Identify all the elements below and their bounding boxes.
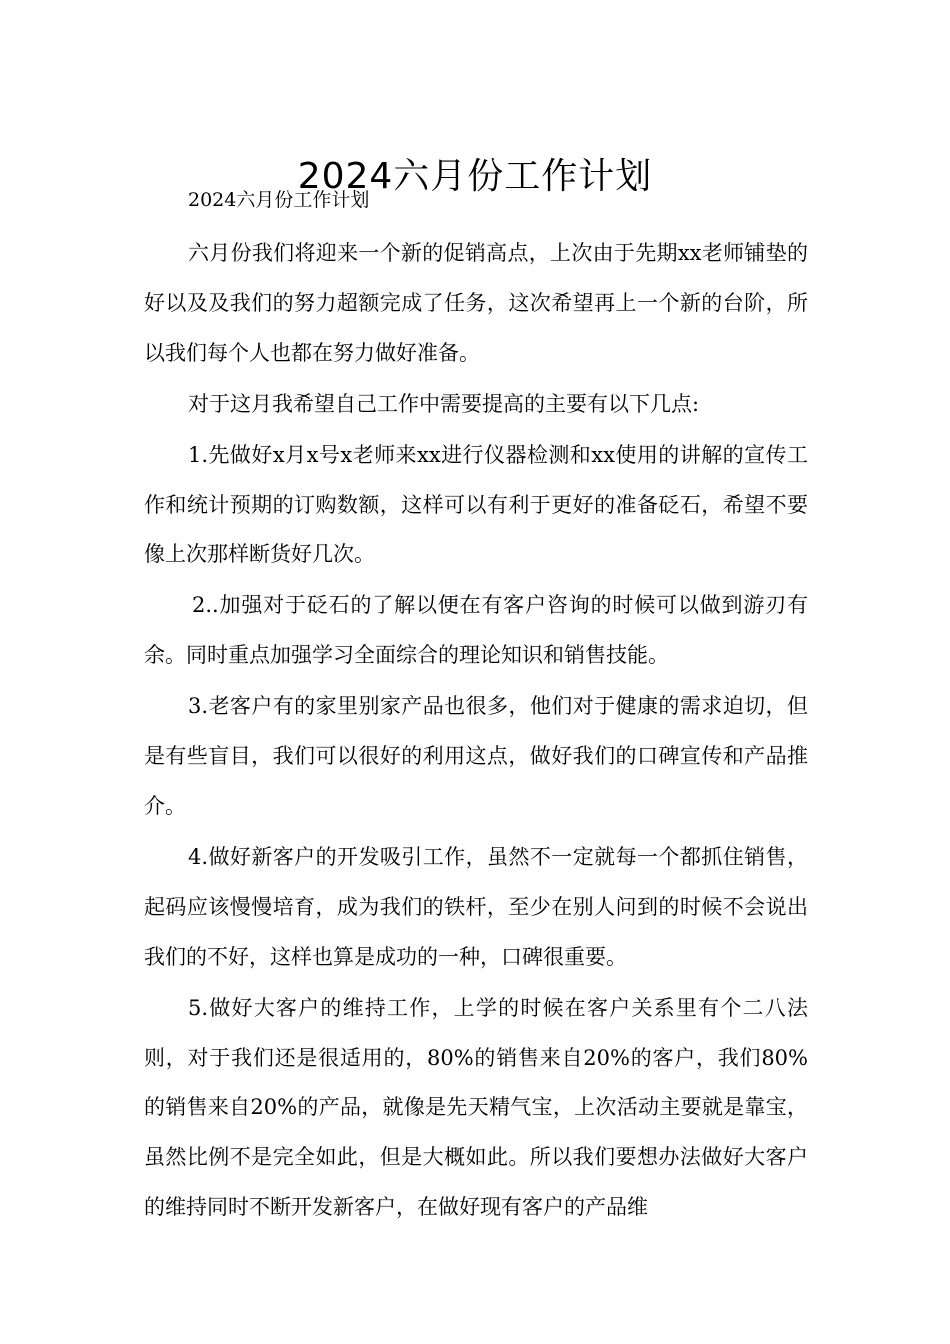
document-body	[144, 229, 808, 1234]
paragraph-intro: 六月份我们将迎来一个新的促销高点，上次由于先期xx老师铺垫的好以及及我们的努力超额完成了任务，这次希望再上一个新的台阶，所以我们每个人也都在努力做好准备。	[144, 241, 808, 365]
paragraph-item-3: 3.老客户有的家里别家产品也很多，他们对于健康的需求迫切，但是有些盲目，我们可以很好的利用这点，做好我们的口碑宣传和产品推介。	[144, 694, 808, 818]
document-title: 2024六月份工作计划	[297, 156, 653, 198]
paragraph-item-4: 4.做好新客户的开发吸引工作，虽然不一定就每一个都抓住销售，起码应该慢慢培育，成为我们的铁杆，至少在别人问到的时候不会说出我们的不好，这样也算是成功的一种，口碑很重要。	[144, 844, 808, 969]
paragraph-item-5: 5.做好大客户的维持工作，上学的时候在客户关系里有个二八法则，对于我们还是很适用的，80%的销售来自20%的客户，我们80%的销售来自20%的产品，就像是先天精气宝，上次活动主要就是靠宝，虽然比例不是完全如此，但是大概如此。所以我们要想办法做好大客户的维持同时不断开发新客户，在做好现有客户的产品维	[144, 995, 808, 1220]
paragraph-item-1: 1.先做好x月x号x老师来xx进行仪器检测和xx使用的讲解的宣传工作和统计预期的订购数额，这样可以有利于更好的准备砭石，希望不要像上次那样断货好几次。	[144, 442, 808, 567]
document-subtitle: 2024六月份工作计划	[188, 189, 370, 211]
paragraph-lead: 对于这月我希望自己工作中需要提高的主要有以下几点:	[188, 391, 700, 416]
paragraph-item-2: 2..加强对于砭石的了解以便在有客户咨询的时候可以做到游刃有余。同时重点加强学习全面综合的理论知识和销售技能。	[144, 593, 808, 668]
